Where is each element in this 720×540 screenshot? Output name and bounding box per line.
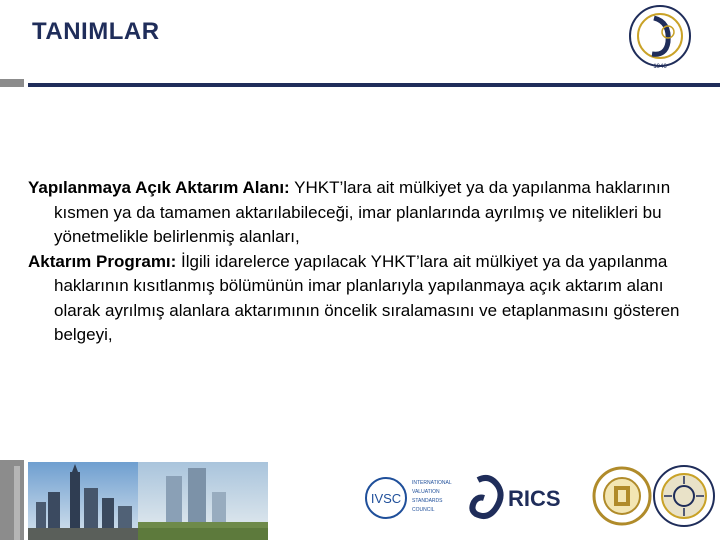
partner-logos	[360, 462, 720, 540]
definition-item	[28, 250, 704, 348]
towers-image	[138, 462, 268, 540]
definition-term: Aktarım Programı:	[28, 251, 177, 271]
header-accent	[0, 79, 24, 87]
slide-title: TANIMLAR	[32, 18, 160, 45]
academy-seal-logo	[594, 468, 650, 524]
ivsc-caption-line: STANDARDS	[412, 498, 443, 504]
university-seal-logo	[628, 2, 692, 74]
rics-logo	[472, 478, 560, 516]
definitions-body	[28, 176, 704, 348]
ivsc-caption-line: COUNCIL	[412, 507, 435, 513]
ivsc-logo-text: IVSC	[370, 491, 402, 506]
rics-logo-text: RICS	[508, 486, 561, 511]
seal-year: 1946	[653, 64, 667, 70]
ivsc-logo	[366, 478, 452, 518]
definition-item	[28, 176, 704, 250]
footer-accent	[0, 460, 24, 540]
ivsc-caption-line: INTERNATIONAL	[412, 480, 452, 486]
ankara-university-seal-logo	[654, 466, 714, 526]
definition-text: YHKT’lara ait mülkiyet ya da yapılanma haklarının kısmen ya da tamamen aktarılabileceği, imar planlarında ayrılmış ve nitelikleri bu yönetmelikle belirlenmiş alanları,	[54, 178, 671, 246]
ivsc-caption-line: VALUATION	[412, 489, 440, 495]
definition-text: İlgili idarelerce yapılacak YHKT’lara ait mülkiyet ya da yapılanma haklarının kısıtlanmış bölümünün imar planlarıyla yapılanmaya açık aktarım alanı olarak ayrılmış alanlara aktarımının öncelik sıralamasını ve etaplanmasını gösteren belgeyi,	[54, 251, 680, 344]
footer-accent-inner	[14, 466, 20, 540]
header-rule	[28, 83, 720, 87]
city-skyline-image	[28, 462, 138, 540]
definition-term: Yapılanmaya Açık Aktarım Alanı:	[28, 178, 290, 197]
